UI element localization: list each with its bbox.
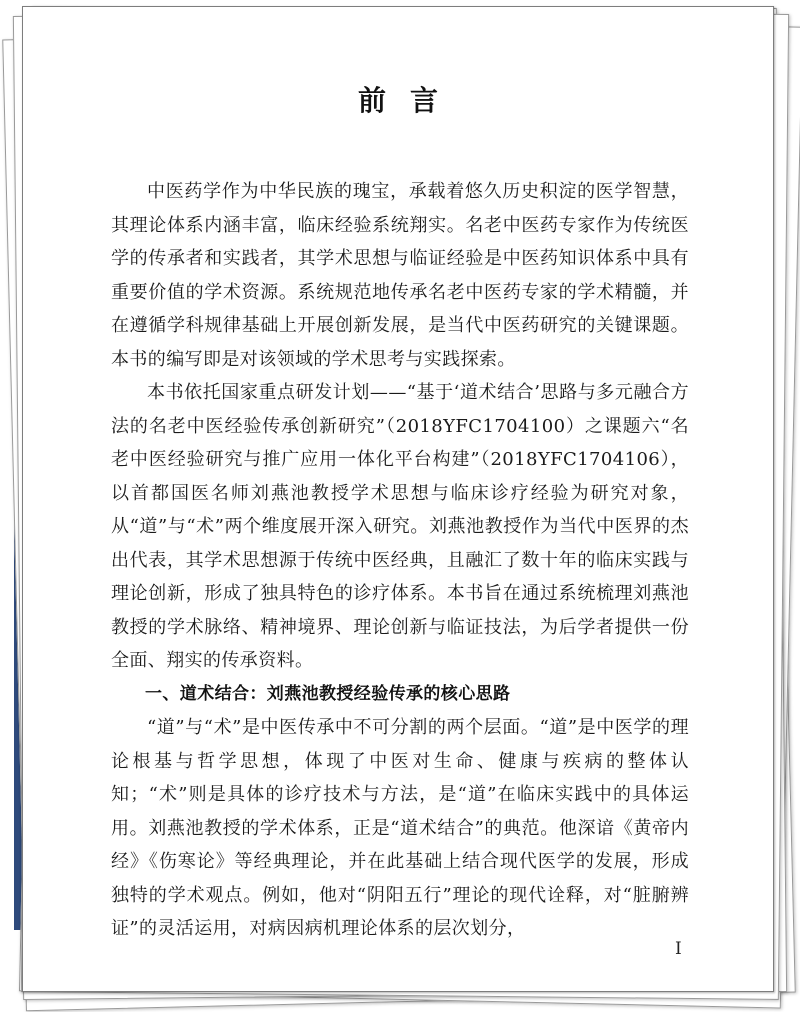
page-title: 前言 xyxy=(357,84,462,117)
page-number: I xyxy=(675,939,682,959)
section-heading: 一、道术结合：刘燕池教授经验传承的核心思路 xyxy=(145,683,511,704)
paragraph: “道”与“术”是中医传承中不可分割的两个层面。“道”是中医学的理论根基与哲学思想，体现了中医对生命、健康与疾病的整体认知；“术”则是具体的诊疗技术与方法，是“道”在临床实践中的具体运用。刘燕池教授的学术体系，正是“道术结合”的典范。他深谙《黄帝内经》《伤寒论》等经典理论，并在此基础上结合现代医学的发展，形成独特的学术观点。例如，他对“阴阳五行”理论的现代诠释，对“脏腑辨证”的灵活运用，对病因病机理论体系的层次划分， xyxy=(111,717,689,939)
front-page xyxy=(22,6,774,992)
paragraph: 本书依托国家重点研发计划——“基于‘道术结合’思路与多元融合方法的名老中医经验传承创新研究”（2018YFC1704100）之课题六“名老中医经验研究与推广应用一体化平台构建”（2018YFC1704106），以首都国医名师刘燕池教授学术思想与临床诊疗经验为研究对象，从“道”与“术”两个维度展开深入研究。刘燕池教授作为当代中医界的杰出代表，其学术思想源于传统中医经典，且融汇了数十年的临床实践与理论创新，形成了独具特色的诊疗体系。本书旨在通过系统梳理刘燕池教授的学术脉络、精神境界、理论创新与临证技法，为后学者提供一份全面、翔实的传承资料。 xyxy=(111,382,689,671)
page-body xyxy=(111,175,689,946)
paragraph: 中医药学作为中华民族的瑰宝，承载着悠久历史积淀的医学智慧，其理论体系内涵丰富，临床经验系统翔实。名老中医药专家作为传统医学的传承者和实践者，其学术思想与临证经验是中医药知识体系中具有重要价值的学术资源。系统规范地传承名老中医药专家的学术精髓，并在遵循学科规律基础上开展创新发展，是当代中医药研究的关键课题。本书的编写即是对该领域的学术思考与实践探索。 xyxy=(111,181,689,370)
